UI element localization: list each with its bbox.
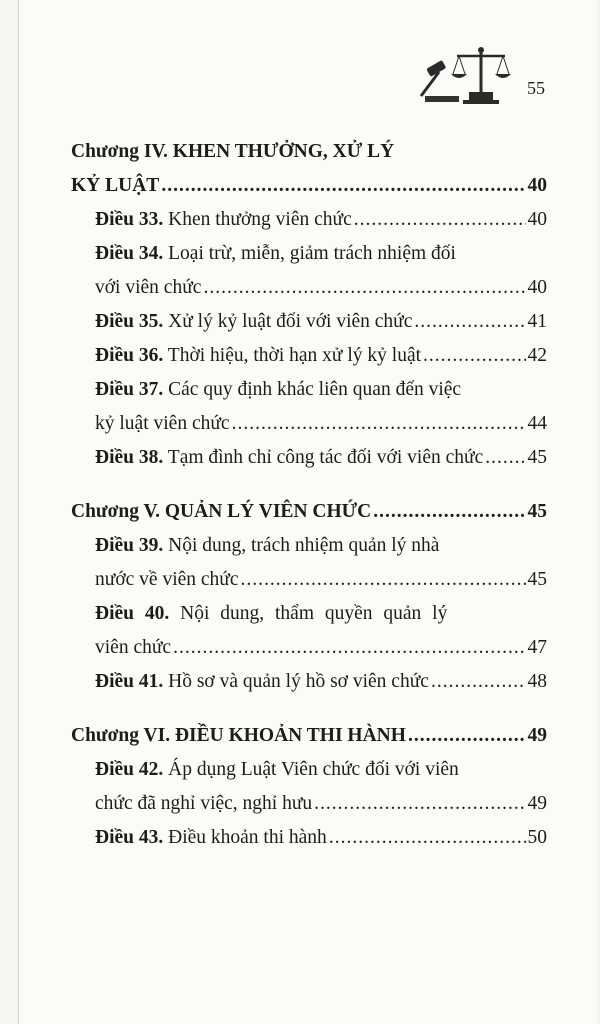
dot-leader: [373, 495, 525, 529]
article-title: Nội dung, thẩm quyền quản lý: [180, 603, 448, 624]
toc-entry: [71, 753, 547, 787]
dot-leader: [173, 631, 525, 665]
article-number: Điều 43.: [95, 827, 164, 848]
page-ref: 40: [527, 175, 547, 196]
toc-entry: [71, 305, 547, 339]
article-title: Tạm đình chỉ công tác đối với viên chức: [167, 447, 484, 468]
dot-leader: [354, 203, 526, 237]
page-ref: 45: [527, 447, 547, 468]
dot-leader: [241, 563, 526, 597]
dot-leader: [431, 665, 526, 699]
article-title-cont: kỷ luật viên chức: [95, 413, 230, 434]
page-ref: 50: [527, 827, 547, 848]
article-title: Áp dụng Luật Viên chức đối với viên: [168, 759, 459, 780]
dot-leader: [232, 407, 526, 441]
toc-entry: [71, 339, 547, 373]
article-number: Điều 34.: [95, 243, 164, 264]
article-title: Điều khoản thi hành: [168, 827, 327, 848]
page-ref: 41: [527, 311, 547, 332]
article-title: Các quy định khác liên quan đến việc: [168, 379, 462, 400]
dot-leader: [408, 719, 526, 753]
chapter-title: Chương VI. ĐIỀU KHOẢN THI HÀNH: [71, 725, 406, 746]
page-ref: 44: [527, 413, 547, 434]
page-ref: 40: [527, 277, 547, 298]
article-title-cont: chức đã nghỉ việc, nghỉ hưu: [95, 793, 313, 814]
toc-entry: [71, 665, 547, 699]
chapter-iv: [71, 135, 547, 475]
article-title-cont: với viên chức: [95, 277, 202, 298]
dot-leader: [485, 441, 525, 475]
chapter-title-cont: KỶ LUẬT: [71, 175, 160, 196]
article-number: Điều 35.: [95, 311, 164, 332]
article-number: Điều 41.: [95, 671, 164, 692]
page-ref: 49: [527, 725, 547, 746]
article-number: Điều 40.: [95, 603, 170, 624]
dot-leader: [414, 305, 525, 339]
page-ref: 47: [527, 637, 547, 658]
dot-leader: [314, 787, 525, 821]
toc-entry-cont: [71, 631, 547, 665]
toc-entry: [71, 529, 547, 563]
chapter-title-line: [71, 169, 547, 203]
article-title-cont: nước về viên chức: [95, 569, 239, 590]
page-ref: 45: [527, 569, 547, 590]
article-number: Điều 42.: [95, 759, 164, 780]
toc-entry: [71, 203, 547, 237]
page-ref: 45: [527, 501, 547, 522]
book-page: [18, 0, 597, 1024]
chapter-v: [71, 495, 547, 699]
dot-leader: [161, 169, 525, 203]
page-ref: 40: [527, 209, 547, 230]
dot-leader: [423, 339, 525, 373]
scales-of-justice-gavel-icon: [419, 42, 519, 106]
toc-entry: [71, 441, 547, 475]
toc-entry: [71, 373, 547, 407]
dot-leader: [329, 821, 526, 855]
article-title: Loại trừ, miễn, giảm trách nhiệm đối: [168, 243, 456, 264]
page-ref: 42: [527, 345, 547, 366]
article-title: Thời hiệu, thời hạn xử lý kỷ luật: [167, 345, 422, 366]
article-number: Điều 38.: [95, 447, 164, 468]
page-ref: 49: [527, 793, 547, 814]
article-number: Điều 39.: [95, 535, 164, 556]
article-title: Xử lý kỷ luật đối với viên chức: [168, 311, 413, 332]
chapter-vi: [71, 719, 547, 855]
toc-entry: [71, 237, 547, 271]
toc-entry-cont: [71, 407, 547, 441]
article-number: Điều 37.: [95, 379, 164, 400]
article-title: Khen thưởng viên chức: [168, 209, 352, 230]
table-of-contents: [71, 135, 547, 855]
toc-entry: [71, 821, 547, 855]
article-title: Hồ sơ và quản lý hồ sơ viên chức: [168, 671, 429, 692]
page-ref: 48: [527, 671, 547, 692]
dot-leader: [203, 271, 525, 305]
chapter-title-line: [71, 495, 547, 529]
toc-entry-cont: [71, 787, 547, 821]
chapter-title-line: [71, 719, 547, 753]
article-number: Điều 36.: [95, 345, 164, 366]
toc-entry-cont: [71, 563, 547, 597]
article-number: Điều 33.: [95, 209, 164, 230]
page-number: 55: [527, 78, 545, 98]
toc-entry: [71, 597, 547, 631]
article-title: Nội dung, trách nhiệm quản lý nhà: [168, 535, 440, 556]
toc-entry-cont: [71, 271, 547, 305]
page-header: [399, 40, 579, 110]
article-title-cont: viên chức: [95, 637, 172, 658]
chapter-title: Chương IV. KHEN THƯỞNG, XỬ LÝ: [71, 141, 395, 162]
chapter-title: Chương V. QUẢN LÝ VIÊN CHỨC: [71, 501, 372, 522]
